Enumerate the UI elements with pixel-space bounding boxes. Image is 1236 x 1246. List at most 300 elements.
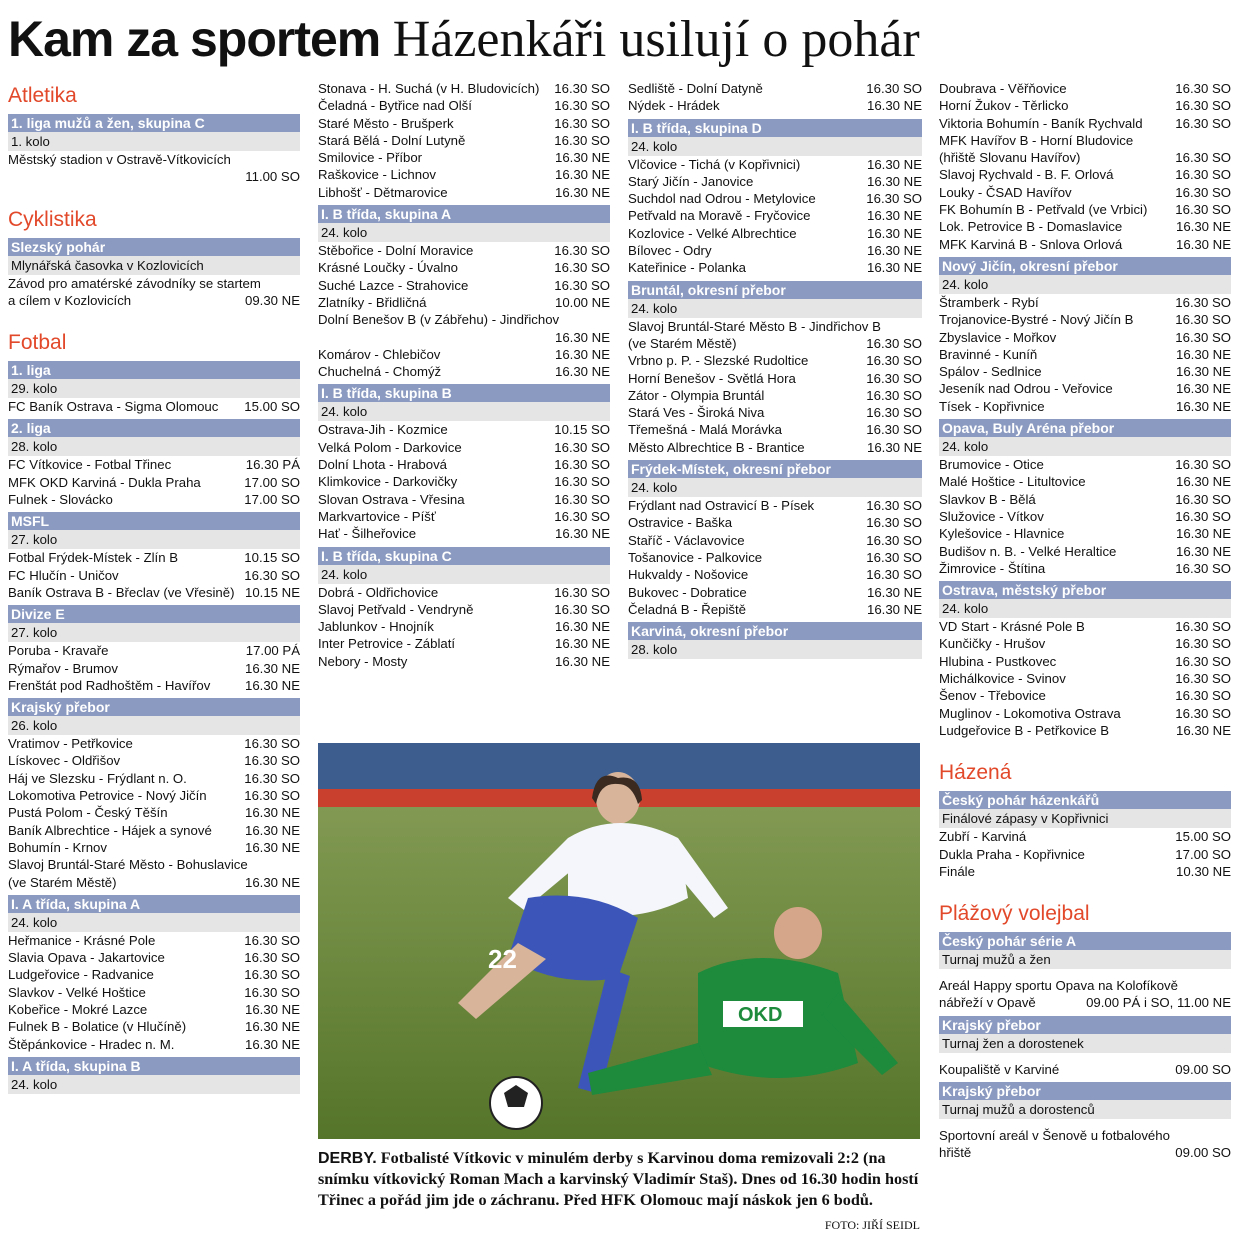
- fixture-line: Areál Happy sportu Opava na Kolofíkově: [939, 978, 1178, 994]
- fixture-teams: Kunčičky - Hrušov: [939, 636, 1046, 652]
- fixture-row: [939, 363, 1231, 380]
- fixture-time: 16.30 NE: [555, 653, 610, 669]
- fixture-teams: Frenštát pod Radhoštěm - Havířov: [8, 677, 211, 693]
- round-label: Turnaj mužů a dorostenců: [939, 1100, 1231, 1119]
- fixture-row: [8, 642, 300, 659]
- fixture-time: 16.30 NE: [867, 173, 922, 189]
- fixture-time: 17.00 SO: [244, 474, 300, 490]
- fixture-row: [939, 149, 1231, 166]
- column-1: [8, 80, 300, 1094]
- fixture-teams: Ostravice - Baška: [628, 515, 733, 531]
- fixture-row: [628, 156, 922, 173]
- fixture-teams: Heřmanice - Krásné Pole: [8, 932, 156, 948]
- fixture-row: [8, 660, 300, 677]
- competition-header: Krajský přebor: [939, 1016, 1231, 1034]
- fixture-time: 16.30 NE: [245, 839, 300, 855]
- round-label: 24. kolo: [8, 913, 300, 932]
- fixture-teams: Horní Žukov - Těrlicko: [939, 98, 1069, 114]
- fixture-teams: Trojanovice-Bystré - Nový Jičín B: [939, 312, 1134, 328]
- round-label: Turnaj žen a dorostenek: [939, 1034, 1231, 1053]
- fixture-row: [318, 184, 610, 201]
- fixture-row: [8, 491, 300, 508]
- round-label: 24. kolo: [318, 565, 610, 584]
- round-label: 24. kolo: [939, 599, 1231, 618]
- fixture-row: [8, 966, 300, 983]
- competition-header: I. A třída, skupina A: [8, 895, 300, 913]
- fixture-teams: Inter Petrovice - Záblatí: [318, 636, 456, 652]
- fixture-time: 16.30 NE: [555, 636, 610, 652]
- fixture-time: 09.00 PÁ i SO, 11.00 NE: [1086, 995, 1231, 1011]
- competition-header: 1. liga: [8, 361, 300, 379]
- round-label: Mlynářská časovka v Kozlovicích: [8, 256, 300, 275]
- fixture-row: [318, 601, 610, 618]
- fixture-row: [318, 473, 610, 490]
- fixture-row: [318, 525, 610, 542]
- round-label: 24. kolo: [628, 478, 922, 497]
- round-label: 28. kolo: [628, 640, 922, 659]
- fixture-time: 16.30 SO: [244, 567, 300, 583]
- fixture-row: [8, 735, 300, 752]
- fixture-row: [628, 532, 922, 549]
- fixture-time: 16.30 NE: [1176, 364, 1231, 380]
- fixture-time: 16.30 SO: [1175, 115, 1231, 131]
- fixture-teams: Kateřinice - Polanka: [628, 260, 747, 276]
- fixture-teams: FK Bohumín B - Petřvald (ve Vrbici): [939, 202, 1148, 218]
- fixture-row: [939, 329, 1231, 346]
- fixture-teams: Pustá Polom - Český Těšín: [8, 805, 168, 821]
- fixture-row: [628, 259, 922, 276]
- fixture-time: 16.30 SO: [554, 584, 610, 600]
- fixture-time: 16.30 SO: [1175, 491, 1231, 507]
- fixture-time: 16.30 NE: [1176, 722, 1231, 738]
- fixture-teams: Dobrá - Oldřichovice: [318, 584, 439, 600]
- fixture-teams: Vratimov - Petřkovice: [8, 736, 133, 752]
- fixture-teams: Spálov - Sedlnice: [939, 364, 1042, 380]
- round-label: 26. kolo: [8, 716, 300, 735]
- fixture-teams: Frýdlant nad Ostravicí B - Písek: [628, 498, 815, 514]
- fixture-teams: (ve Starém Městě): [8, 874, 117, 890]
- competition-header: I. B třída, skupina A: [318, 205, 610, 223]
- fixture-row: [318, 584, 610, 601]
- fixture-teams: Stěbořice - Dolní Moravice: [318, 243, 474, 259]
- fixture-time: 16.30 SO: [554, 98, 610, 114]
- fixture-teams: Zubří - Karviná: [939, 829, 1027, 845]
- fixture-time: 16.30 SO: [866, 498, 922, 514]
- fixture-row: [318, 149, 610, 166]
- round-label: 27. kolo: [8, 530, 300, 549]
- fixture-row: [939, 311, 1231, 328]
- fixture-time: 15.00 SO: [1175, 829, 1231, 845]
- fixture-row: [8, 398, 300, 415]
- fixture-time: 16.30 SO: [866, 370, 922, 386]
- fixture-time: 16.30 NE: [245, 660, 300, 676]
- spacer: [939, 1053, 1231, 1061]
- fixture-teams: Vlčovice - Tichá (v Kopřivnici): [628, 156, 801, 172]
- fixture-time: 16.30 SO: [1175, 202, 1231, 218]
- fixture-row: [939, 508, 1231, 525]
- fixture-teams: Bohumín - Krnov: [8, 839, 107, 855]
- round-label: 24. kolo: [939, 275, 1231, 294]
- fixture-teams: Kylešovice - Hlavnice: [939, 526, 1065, 542]
- fixture-row: [628, 190, 922, 207]
- fixture-row: [939, 97, 1231, 114]
- competition-header: 1. liga mužů a žen, skupina C: [8, 114, 300, 132]
- fixture-row: [8, 1001, 300, 1018]
- fixture-time: 16.30 SO: [866, 532, 922, 548]
- competition-header: I. B třída, skupina C: [318, 547, 610, 565]
- fixture-time: 17.00 SO: [1175, 846, 1231, 862]
- fixture-teams: Bílovec - Odry: [628, 243, 712, 259]
- fixture-time: 16.30 SO: [1175, 560, 1231, 576]
- sport-heading: Cyklistika: [8, 207, 97, 231]
- fixture-teams: Koupaliště v Karviné: [939, 1061, 1060, 1077]
- fixture-row: [939, 294, 1231, 311]
- fixture-time: 16.30 NE: [555, 329, 610, 345]
- fixture-teams: Žimrovice - Štítina: [939, 560, 1046, 576]
- fixture-teams: Chuchelná - Chomýž: [318, 364, 442, 380]
- fixture-teams: Raškovice - Lichnov: [318, 167, 437, 183]
- fixture-teams: a cílem v Kozlovicích: [8, 292, 132, 308]
- fixture-time: 16.30 NE: [1176, 381, 1231, 397]
- fixture-teams: Vrbno p. P. - Slezské Rudoltice: [628, 353, 809, 369]
- fixture-time: 16.30 NE: [245, 1002, 300, 1018]
- fixture-time: 16.30 SO: [1175, 636, 1231, 652]
- fixture-time: 16.30 SO: [1175, 150, 1231, 166]
- fixture-teams: Klimkovice - Darkovičky: [318, 474, 458, 490]
- fixture-teams: Suché Lazce - Strahovice: [318, 277, 469, 293]
- fixture-time: 16.30 NE: [1176, 346, 1231, 362]
- fixture-time: 16.30 SO: [866, 405, 922, 421]
- fixture-row: [939, 635, 1231, 652]
- fixture-teams: Třemešná - Malá Morávka: [628, 422, 782, 438]
- ball: [490, 1077, 542, 1129]
- fixture-row: [318, 439, 610, 456]
- fixture-line: Závod pro amatérské závodníky se startem: [8, 275, 261, 291]
- fixture-row: [628, 549, 922, 566]
- fixture-row: [318, 277, 610, 294]
- fixture-teams: Doubrava - Věřňovice: [939, 81, 1067, 96]
- fixture-time: 16.30 NE: [245, 677, 300, 693]
- fixture-teams: Louky - ČSAD Havířov: [939, 184, 1072, 200]
- fixture-teams: Krásné Loučky - Úvalno: [318, 260, 459, 276]
- fixture-row: [8, 822, 300, 839]
- fixture-teams: Malé Hoštice - Litultovice: [939, 474, 1086, 490]
- fixture-teams: FC Baník Ostrava - Sigma Olomouc: [8, 399, 219, 415]
- fixture-teams: Kozlovice - Velké Albrechtice: [628, 225, 797, 241]
- fixture-row: [628, 497, 922, 514]
- fixture-row: [8, 839, 300, 856]
- fixture-time: 16.30 SO: [866, 549, 922, 565]
- fixture-teams: Dukla Praha - Kopřivnice: [939, 846, 1085, 862]
- sport-heading: Plážový volejbal: [939, 902, 1090, 926]
- fixture-row: [939, 166, 1231, 183]
- fixture-teams: Jablunkov - Hnojník: [318, 619, 434, 635]
- headline: [8, 10, 920, 70]
- fixture-teams: Tošanovice - Palkovice: [628, 549, 763, 565]
- fixture-time: 16.30 NE: [555, 364, 610, 380]
- fixture-teams: Bukovec - Dobratice: [628, 584, 747, 600]
- fixture-time: 16.30 NE: [1176, 398, 1231, 414]
- fixture-row: [318, 363, 610, 380]
- fixture-time: 17.00 PÁ: [245, 643, 300, 659]
- fixture-row: [318, 491, 610, 508]
- fixture-time: 16.30 SO: [554, 601, 610, 617]
- fixture-time: 10.00 NE: [555, 294, 610, 310]
- fixture-row: [628, 601, 922, 618]
- fixture-row: [318, 508, 610, 525]
- round-label: Turnaj mužů a žen: [939, 950, 1231, 969]
- competition-header: I. A třída, skupina B: [8, 1057, 300, 1075]
- fixture-teams: Hať - Šilheřovice: [318, 526, 417, 542]
- fixture-teams: Slavia Opava - Jakartovice: [8, 950, 165, 966]
- fixture-teams: Kobeřice - Mokré Lazce: [8, 1002, 148, 1018]
- fixture-time: 16.30 SO: [866, 81, 922, 96]
- fixture-time: 16.30 SO: [1175, 184, 1231, 200]
- fixture-time: 16.30 SO: [1175, 167, 1231, 183]
- fixture-row: [318, 346, 610, 363]
- fixture-teams: nábřeží v Opavě: [939, 995, 1036, 1011]
- fixture-time: 16.30 NE: [245, 1036, 300, 1052]
- fixture-time: 16.30 SO: [1175, 98, 1231, 114]
- fixture-teams: Čeladná - Bytřice nad Olší: [318, 98, 472, 114]
- fixture-row: [939, 618, 1231, 635]
- fixture-time: 16.30 SO: [866, 422, 922, 438]
- fixture-time: 16.30 SO: [244, 753, 300, 769]
- competition-header: Krajský přebor: [8, 698, 300, 716]
- fixture-row: [939, 525, 1231, 542]
- fixture-row: [8, 584, 300, 601]
- round-label: 28. kolo: [8, 437, 300, 456]
- fixture-time: 16.30 SO: [244, 950, 300, 966]
- fixture-row: [8, 932, 300, 949]
- fixture-row: [628, 404, 922, 421]
- fixture-teams: Zbyslavice - Mořkov: [939, 329, 1057, 345]
- fixture-teams: Staré Město - Brušperk: [318, 115, 454, 131]
- fixture-time: 09.00 SO: [1175, 1061, 1231, 1077]
- fixture-row: [628, 225, 922, 242]
- fixture-time: 16.30 SO: [244, 770, 300, 786]
- fixture-row: [318, 653, 610, 670]
- competition-header: Český pohár série A: [939, 932, 1231, 950]
- sport-heading: Házená: [939, 761, 1012, 785]
- fixture-teams: Slavoj Petřvald - Vendryně: [318, 601, 474, 617]
- fixture-row: [939, 491, 1231, 508]
- fixture-teams: Fulnek B - Bolatice (v Hlučíně): [8, 1019, 187, 1035]
- fixture-teams: MFK Karviná B - Snlova Orlová: [939, 236, 1123, 252]
- fixture-time: 10.30 NE: [1176, 863, 1231, 879]
- fixture-time: 16.30 SO: [1175, 671, 1231, 687]
- fixture-teams: Suchdol nad Odrou - Metylovice: [628, 191, 816, 207]
- fixture-row: [939, 115, 1231, 132]
- fixture-row: [318, 97, 610, 114]
- fixture-teams: hřiště: [939, 1145, 972, 1161]
- fixture-time: 16.30 SO: [1175, 619, 1231, 635]
- fixture-row: [628, 514, 922, 531]
- fixture-teams: Stonava - H. Suchá (v H. Bludovicích): [318, 81, 540, 96]
- fixture-time: 16.30 SO: [244, 932, 300, 948]
- fixture-teams: Nýdek - Hrádek: [628, 98, 720, 114]
- fixture-teams: (ve Starém Městě): [628, 335, 737, 351]
- fixture-teams: Finále: [939, 863, 975, 879]
- fixture-teams: VD Start - Krásné Pole B: [939, 619, 1085, 635]
- fixture-teams: MFK OKD Karviná - Dukla Praha: [8, 474, 201, 490]
- fixture-teams: Zlatníky - Břidličná: [318, 294, 427, 310]
- fixture-time: 10.15 SO: [244, 550, 300, 566]
- fixture-time: 16.30 NE: [867, 601, 922, 617]
- competition-header: Nový Jičín, okresní přebor: [939, 257, 1231, 275]
- fixture-row: [318, 618, 610, 635]
- fixture-time: 16.30 SO: [866, 567, 922, 583]
- fixture-teams: Hlubina - Pustkovec: [939, 653, 1057, 669]
- competition-header: Divize E: [8, 605, 300, 623]
- fixture-row: [628, 370, 922, 387]
- fixture-time: 16.30 SO: [866, 353, 922, 369]
- round-label: 24. kolo: [628, 299, 922, 318]
- fixture-teams: Ludgeřovice - Radvanice: [8, 967, 154, 983]
- fixture-row: [628, 439, 922, 456]
- fixture-line: MFK Havířov B - Horní Bludovice: [939, 132, 1134, 148]
- fixture-time: 16.30 SO: [1175, 81, 1231, 96]
- fixture-time: 16.30 NE: [1176, 543, 1231, 559]
- fixture-time: 16.30 SO: [554, 243, 610, 259]
- fixture-teams: Zátor - Olympia Bruntál: [628, 387, 765, 403]
- fixture-teams: Štramberk - Rybí: [939, 294, 1039, 310]
- fixture-row: [939, 473, 1231, 490]
- fixture-row: [318, 294, 610, 311]
- fixture-teams: Lokomotiva Petrovice - Nový Jičín: [8, 788, 207, 804]
- column-3: [628, 80, 922, 659]
- fixture-time: 16.30 SO: [244, 984, 300, 1000]
- fixture-teams: Slovan Ostrava - Vřesina: [318, 491, 465, 507]
- fixture-teams: Fotbal Frýdek-Místek - Zlín B: [8, 550, 179, 566]
- fixture-line: Dolní Benešov B (v Zábřehu) - Jindřichov: [318, 312, 560, 328]
- fixture-teams: (hřiště Slovanu Havířov): [939, 150, 1081, 166]
- photo-illustration: [318, 743, 920, 1139]
- competition-header: MSFL: [8, 512, 300, 530]
- fixture-time: 16.30 SO: [866, 191, 922, 207]
- fixture-time: 16.30 SO: [1175, 688, 1231, 704]
- fixture-time: 16.30 SO: [554, 81, 610, 96]
- fixture-teams: Petřvald na Moravě - Fryčovice: [628, 208, 811, 224]
- fixture-line: Sportovní areál v Šenově u fotbalového: [939, 1127, 1170, 1143]
- fixture-time: 16.30 NE: [867, 225, 922, 241]
- fixture-time: 16.30 SO: [1175, 653, 1231, 669]
- fixture-row: [628, 387, 922, 404]
- competition-header: Ostrava, městský přebor: [939, 581, 1231, 599]
- fixture-time: 16.30 SO: [866, 515, 922, 531]
- fixture-teams: Fulnek - Slovácko: [8, 492, 113, 508]
- fixture-time: 16.30 SO: [1175, 508, 1231, 524]
- fixture-time: 16.30 SO: [1175, 294, 1231, 310]
- round-label: 27. kolo: [8, 623, 300, 642]
- fixture-teams: Starý Jičín - Janovice: [628, 173, 754, 189]
- photo-credit: FOTO: JIŘÍ SEIDL: [824, 1218, 920, 1232]
- fixture-teams: Čeladná B - Řepiště: [628, 601, 747, 617]
- fixture-row: [939, 218, 1231, 235]
- column-2: [318, 80, 610, 670]
- fixture-time: 16.30 NE: [1176, 474, 1231, 490]
- fixture-time: 16.30 NE: [555, 619, 610, 635]
- fixture-teams: Nebory - Mosty: [318, 653, 408, 669]
- fixture-time: 16.30 SO: [554, 491, 610, 507]
- round-label: 24. kolo: [318, 402, 610, 421]
- round-label: 24. kolo: [8, 1075, 300, 1094]
- fixture-time: 17.00 SO: [244, 492, 300, 508]
- fixture-time: 09.30 NE: [245, 292, 300, 308]
- fixture-row: [939, 560, 1231, 577]
- round-label: Finálové zápasy v Kopřivnici: [939, 809, 1231, 828]
- fixture-line: Slavoj Bruntál-Staré Město B - Jindřichov B: [628, 318, 881, 334]
- fixture-row: [628, 242, 922, 259]
- fixture-row: [939, 184, 1231, 201]
- fixture-row: [939, 722, 1231, 739]
- fixture-time: 16.30 SO: [244, 788, 300, 804]
- fixture-teams: Ludgeřovice B - Petřkovice B: [939, 722, 1110, 738]
- fixture-time: 16.30 SO: [554, 474, 610, 490]
- fixture-row: [8, 1018, 300, 1035]
- fixture-row: [8, 1036, 300, 1053]
- fixture-time: 15.00 SO: [244, 399, 300, 415]
- fixture-row: [628, 352, 922, 369]
- fixture-row: [939, 236, 1231, 253]
- fixture-row: [939, 201, 1231, 218]
- fixture-time: 16.30 SO: [866, 335, 922, 351]
- fixture-teams: Slavkov B - Bělá: [939, 491, 1036, 507]
- fixture-teams: Komárov - Chlebičov: [318, 346, 441, 362]
- competition-header: Frýdek-Místek, okresní přebor: [628, 460, 922, 478]
- fixture-row: [939, 687, 1231, 704]
- fixture-teams: Brumovice - Otice: [939, 457, 1044, 473]
- fixture-time: 16.30 NE: [555, 150, 610, 166]
- fixture-time: 16.30 NE: [245, 805, 300, 821]
- fixture-time: 16.30 SO: [1175, 312, 1231, 328]
- fixture-teams: Lískovec - Oldřišov: [8, 753, 121, 769]
- fixture-time: 16.30 NE: [867, 584, 922, 600]
- headline-section: Kam za sportem: [8, 11, 381, 67]
- fixture-teams: Rýmařov - Brumov: [8, 660, 118, 676]
- fixture-row: [628, 207, 922, 224]
- fixture-row: [628, 97, 922, 114]
- round-label: 1. kolo: [8, 132, 300, 151]
- fixture-time: 16.30 SO: [1175, 457, 1231, 473]
- fixture-row: [939, 543, 1231, 560]
- fixture-time: 09.00 SO: [1175, 1145, 1231, 1161]
- fixture-row: [8, 456, 300, 473]
- fixture-time: 16.30 NE: [555, 167, 610, 183]
- fixture-row: [939, 1061, 1231, 1078]
- fixture-teams: Háj ve Slezsku - Frýdlant n. O.: [8, 770, 187, 786]
- fixture-teams: Smilovice - Příbor: [318, 150, 423, 166]
- spacer: [939, 1119, 1231, 1127]
- fixture-time: 16.30 SO: [244, 736, 300, 752]
- fixture-row: [939, 863, 1231, 880]
- fixture-time: 16.30 PÁ: [245, 457, 300, 473]
- fixture-row: [939, 456, 1231, 473]
- round-label: 24. kolo: [318, 223, 610, 242]
- fixture-time: 16.30 SO: [866, 387, 922, 403]
- fixture-line: Slavoj Bruntál-Staré Město - Bohuslavice: [8, 857, 248, 873]
- fixture-teams: Jeseník nad Odrou - Veřovice: [939, 381, 1113, 397]
- fixture-row: [8, 770, 300, 787]
- fixture-teams: Štěpánkovice - Hradec n. M.: [8, 1036, 175, 1052]
- fixture-row: [318, 132, 610, 149]
- photo-caption: [318, 1148, 920, 1236]
- fixture-row: [8, 949, 300, 966]
- fixture-row: [8, 787, 300, 804]
- fixture-time: 16.30 NE: [245, 1019, 300, 1035]
- fixture-row: [318, 421, 610, 438]
- caption-text: Fotbalisté Vítkovic v minulém derby s Karvinou doma remizovali 2:2 (na snímku vítkovický Roman Mach a karvinský Vladimír Staš). Dnes od 16.30 hodin hostí Třinec a pořád jim jde o záchranu. Před HFK Olomouc mají náskok jen 6 bodů.: [318, 1149, 919, 1209]
